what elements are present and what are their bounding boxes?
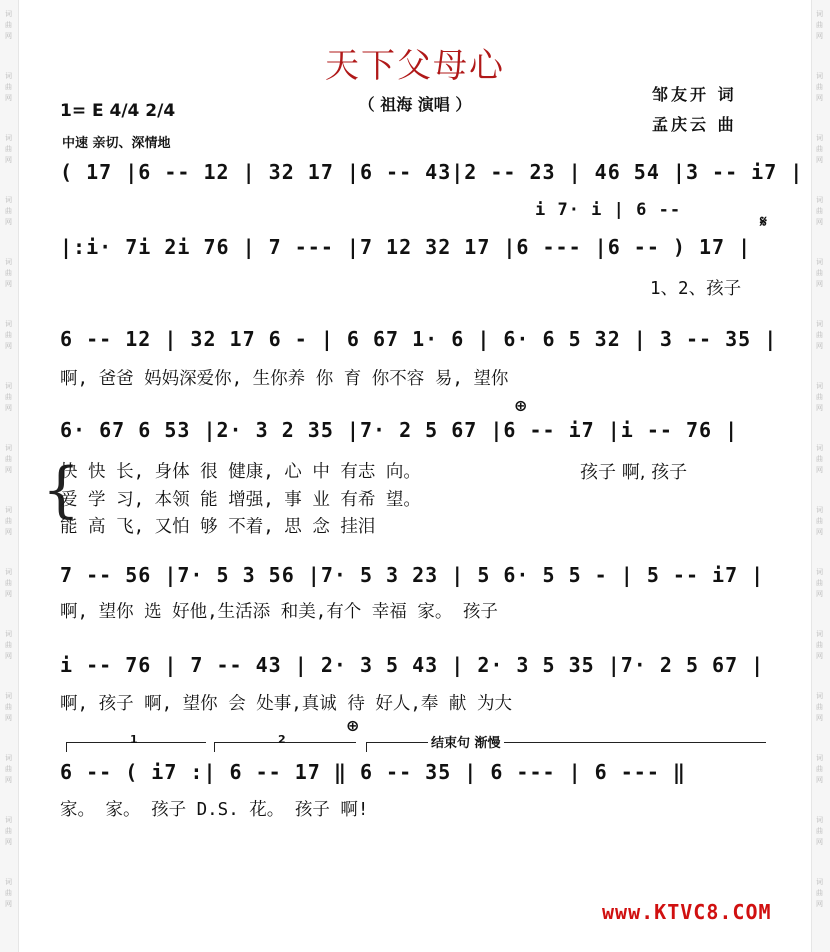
watermark-char: 词 xyxy=(816,506,823,514)
coda-sign: ⊕ xyxy=(514,396,528,415)
watermark-char: 曲 xyxy=(816,83,823,91)
watermark-char: 曲 xyxy=(5,455,12,463)
watermark-char: 网 xyxy=(816,838,823,846)
watermark-char: 曲 xyxy=(816,765,823,773)
watermark-char: 词 xyxy=(816,134,823,142)
watermark-char: 词 xyxy=(5,878,12,886)
watermark-char: 网 xyxy=(5,466,12,474)
watermark-char: 词 xyxy=(5,196,12,204)
score-line-1: ( 17 |6 -- 12 | 32 17 |6 -- 43|2 -- 23 | 46 54 |3 -- i7 | xyxy=(60,160,804,184)
watermark-char: 曲 xyxy=(5,765,12,773)
watermark-char: 曲 xyxy=(5,889,12,897)
watermark-char: 网 xyxy=(5,280,12,288)
score-line-6: i -- 76 | 7 -- 43 | 2· 3 5 43 | 2· 3 5 35 |7· 2 5 67 | xyxy=(60,653,765,677)
lyric-line-6: 啊, 孩子 啊, 望你 会 处事,真诚 待 好人,奉 献 为大 xyxy=(60,694,512,714)
watermark-char: 曲 xyxy=(5,703,12,711)
song-title: 天下父母心 xyxy=(325,46,505,86)
watermark-char: 词 xyxy=(5,568,12,576)
watermark-char: 网 xyxy=(5,838,12,846)
alternate-notes: i 7· i | 6 -- xyxy=(535,200,682,220)
watermark-char: 网 xyxy=(816,466,823,474)
watermark-char: 词 xyxy=(816,816,823,824)
watermark-char: 词 xyxy=(816,692,823,700)
segno-sign: 𝄋 xyxy=(760,212,767,231)
watermark-char: 词 xyxy=(816,630,823,638)
watermark-char: 曲 xyxy=(5,827,12,835)
watermark-char: 网 xyxy=(5,94,12,102)
watermark-char: 曲 xyxy=(5,393,12,401)
watermark-char: 曲 xyxy=(816,207,823,215)
watermark-char: 网 xyxy=(816,900,823,908)
watermark-char: 曲 xyxy=(5,331,12,339)
watermark-char: 曲 xyxy=(816,145,823,153)
composer-credit: 孟庆云 曲 xyxy=(652,115,737,134)
ending-label: 结束句 渐慢 xyxy=(428,732,504,751)
watermark-char: 词 xyxy=(816,444,823,452)
watermark-char: 网 xyxy=(5,32,12,40)
watermark-char: 网 xyxy=(816,590,823,598)
watermark-char: 词 xyxy=(5,134,12,142)
watermark-char: 网 xyxy=(5,156,12,164)
lyric-line-2: 1、2、孩子 xyxy=(650,279,742,299)
watermark-char: 网 xyxy=(816,156,823,164)
watermark-char: 网 xyxy=(5,342,12,350)
watermark-char: 网 xyxy=(816,776,823,784)
watermark-char: 网 xyxy=(816,32,823,40)
watermark-char: 网 xyxy=(816,714,823,722)
watermark-char: 曲 xyxy=(5,145,12,153)
verse-tail-lyrics: 孩子 啊, 孩子 xyxy=(580,462,688,483)
watermark-char: 词 xyxy=(816,196,823,204)
watermark-char: 网 xyxy=(816,528,823,536)
watermark-char: 网 xyxy=(816,280,823,288)
volta-1-tick xyxy=(66,742,67,752)
watermark-char: 网 xyxy=(5,590,12,598)
watermark-char: 曲 xyxy=(816,393,823,401)
watermark-char: 词 xyxy=(5,382,12,390)
watermark-char: 曲 xyxy=(5,269,12,277)
watermark-char: 词 xyxy=(816,258,823,266)
volta-1-number: 1 xyxy=(130,733,138,746)
watermark-char: 词 xyxy=(5,444,12,452)
watermark-char: 曲 xyxy=(816,269,823,277)
watermark-char: 网 xyxy=(816,652,823,660)
watermark-char: 词 xyxy=(816,320,823,328)
watermark-char: 曲 xyxy=(5,21,12,29)
verse-1: 快 快 长, 身体 很 健康, 心 中 有志 向。 xyxy=(60,462,421,482)
tempo-marking: 中速 亲切、深情地 xyxy=(62,136,171,151)
lyric-line-7: 家。 家。 孩子 D.S. 花。 孩子 啊! xyxy=(60,800,369,820)
score-line-2: |:i· 7i 2i 76 | 7 --- |7 12 32 17 |6 --- |6 -- ) 17 | xyxy=(60,235,752,259)
watermark-char: 网 xyxy=(5,218,12,226)
watermark-char: 词 xyxy=(5,10,12,18)
watermark-char: 曲 xyxy=(816,455,823,463)
watermark-char: 网 xyxy=(816,218,823,226)
watermark-char: 曲 xyxy=(5,641,12,649)
watermark-char: 词 xyxy=(5,506,12,514)
watermark-char: 词 xyxy=(816,72,823,80)
watermark-char: 曲 xyxy=(816,889,823,897)
verse-brace: { xyxy=(42,455,81,525)
verse-2: 爱 学 习, 本领 能 增强, 事 业 有希 望。 xyxy=(60,490,421,510)
coda-sign-2: ⊕ xyxy=(346,716,360,735)
watermark-char: 词 xyxy=(5,754,12,762)
watermark-char: 曲 xyxy=(816,331,823,339)
watermark-char: 曲 xyxy=(816,703,823,711)
watermark-char: 网 xyxy=(5,404,12,412)
score-line-7: 6 -- ( i7 :| 6 -- 17 ‖ 6 -- 35 | 6 --- | 6 --- ‖ xyxy=(60,760,686,784)
watermark-char: 网 xyxy=(816,94,823,102)
watermark-char: 词 xyxy=(5,816,12,824)
watermark-char: 网 xyxy=(5,776,12,784)
watermark-char: 网 xyxy=(816,342,823,350)
watermark-char: 网 xyxy=(5,528,12,536)
watermark-char: 曲 xyxy=(816,517,823,525)
ending-tick xyxy=(366,742,367,752)
watermark-char: 曲 xyxy=(816,579,823,587)
watermark-char: 网 xyxy=(816,404,823,412)
score-line-5: 7 -- 56 |7· 5 3 56 |7· 5 3 23 | 5 6· 5 5 - | 5 -- i7 | xyxy=(60,563,765,587)
volta-2-number: 2 xyxy=(278,733,286,746)
watermark-char: 词 xyxy=(816,878,823,886)
verse-3: 能 高 飞, 又怕 够 不着, 思 念 挂泪 xyxy=(60,517,376,537)
lyric-line-5: 啊, 望你 选 好他,生活添 和美,有个 幸福 家。 孩子 xyxy=(60,602,498,622)
watermark-char: 网 xyxy=(5,714,12,722)
watermark-char: 词 xyxy=(816,382,823,390)
watermark-char: 词 xyxy=(5,320,12,328)
watermark-char: 曲 xyxy=(816,21,823,29)
watermark-char: 曲 xyxy=(5,83,12,91)
watermark-char: 词 xyxy=(5,630,12,638)
watermark-char: 词 xyxy=(816,754,823,762)
lyricist-credit: 邹友开 词 xyxy=(652,85,737,104)
watermark-char: 网 xyxy=(5,652,12,660)
watermark-char: 曲 xyxy=(816,641,823,649)
watermark-char: 曲 xyxy=(5,517,12,525)
volta-2-tick xyxy=(214,742,215,752)
watermark-char: 网 xyxy=(5,900,12,908)
score-line-4: 6· 67 6 53 |2· 3 2 35 |7· 2 5 67 |6 -- i7 |i -- 76 | xyxy=(60,418,739,442)
watermark-char: 曲 xyxy=(5,579,12,587)
key-signature: 1= E 4/4 2/4 xyxy=(60,101,176,121)
performer-subtitle: （ 祖海 演唱 ） xyxy=(358,95,472,114)
watermark-char: 曲 xyxy=(816,827,823,835)
site-watermark: www.KTVC8.COM xyxy=(602,900,772,924)
lyric-line-3: 啊, 爸爸 妈妈深爱你, 生你养 你 育 你不容 易, 望你 xyxy=(60,369,509,389)
ending-line xyxy=(366,742,766,743)
watermark-char: 词 xyxy=(5,692,12,700)
score-line-3: 6 -- 12 | 32 17 6 - | 6 67 1· 6 | 6· 6 5 32 | 3 -- 35 | xyxy=(60,327,778,351)
watermark-char: 词 xyxy=(5,72,12,80)
watermark-char: 词 xyxy=(816,568,823,576)
watermark-char: 曲 xyxy=(5,207,12,215)
watermark-char: 词 xyxy=(816,10,823,18)
watermark-char: 词 xyxy=(5,258,12,266)
